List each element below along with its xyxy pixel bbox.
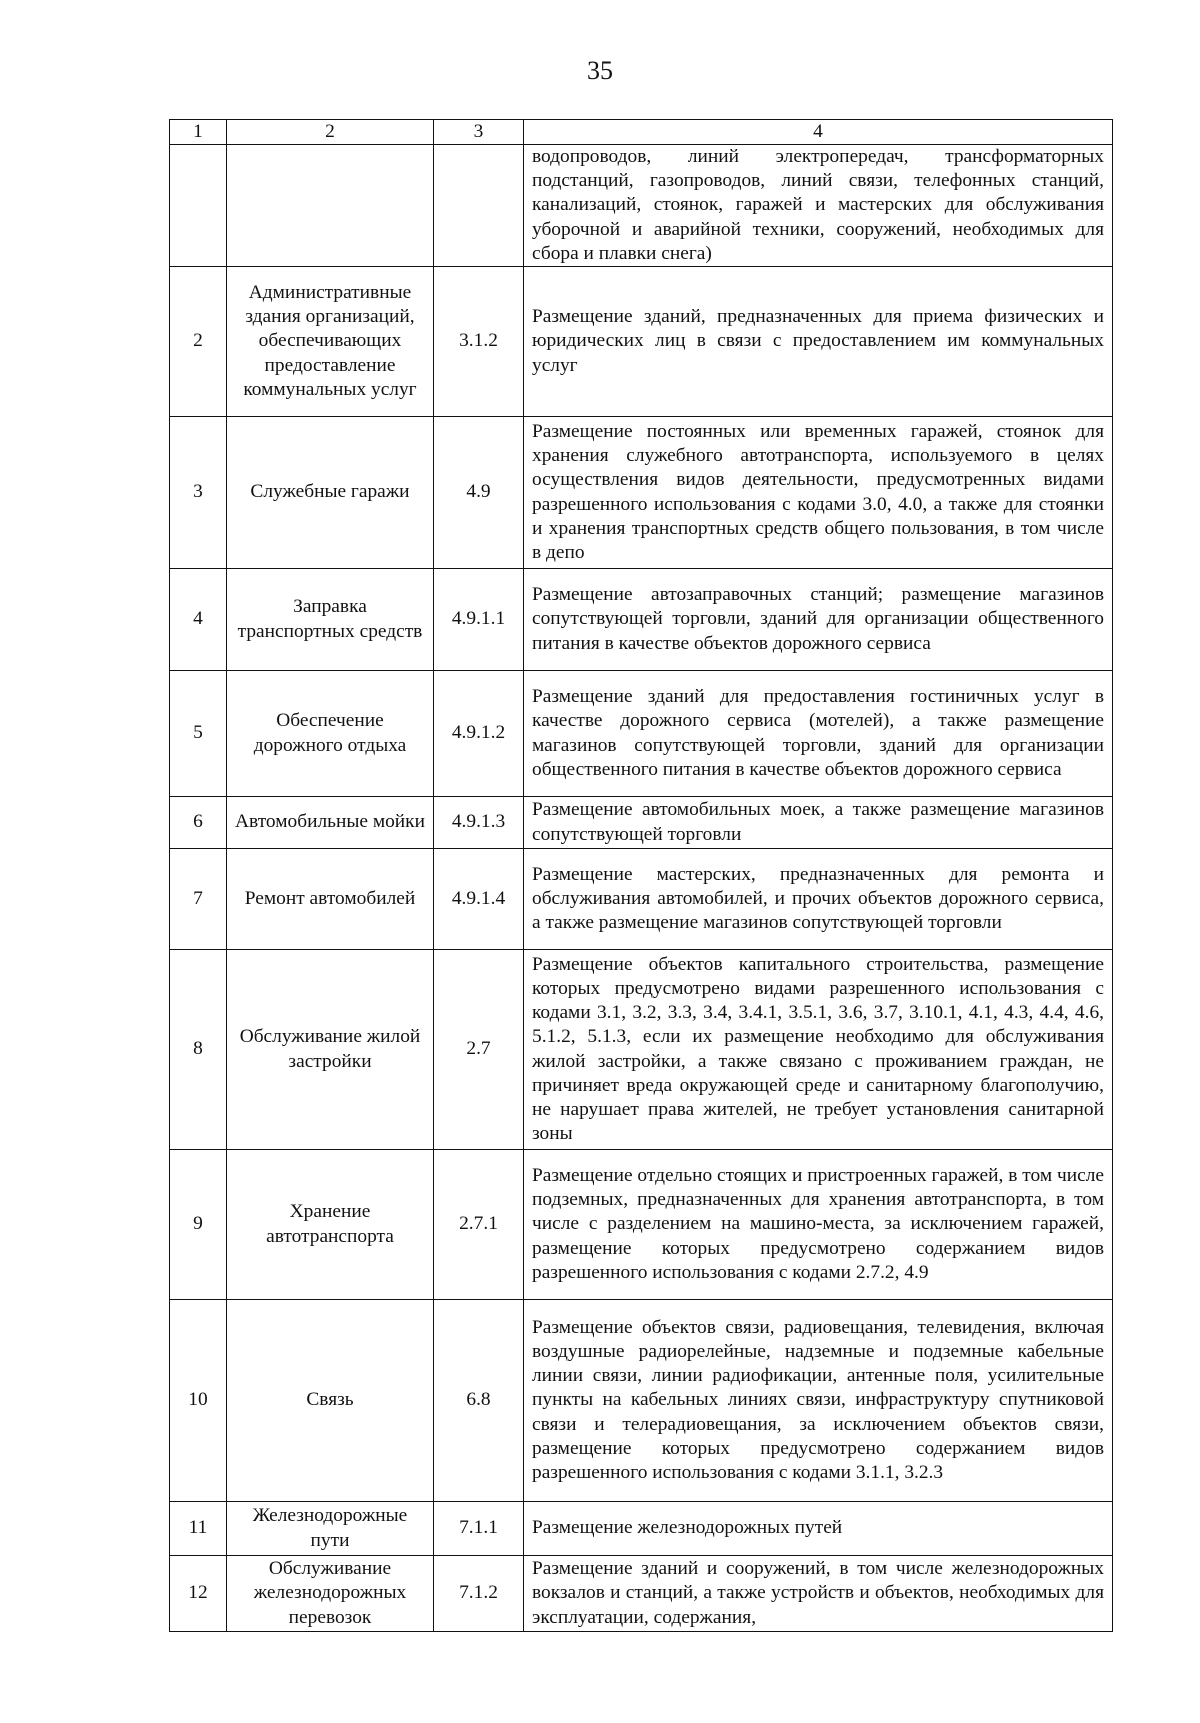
table-row: [170, 849, 1113, 950]
use-code: 7.1.1: [434, 1502, 524, 1556]
use-name: Хранение автотранспорта: [227, 1150, 434, 1300]
header-col-4: 4: [524, 120, 1113, 145]
use-name: Заправка транспортных средств: [227, 569, 434, 671]
row-number: 6: [170, 797, 227, 849]
header-col-3: 3: [434, 120, 524, 145]
use-description: Размещение зданий, предназначенных для приема физических и юридических лиц в связи с предоставлением им коммунальных услуг: [524, 267, 1113, 417]
use-description: Размещение объектов капитального строительства, размещение которых предусмотрено видами разрешенного использования с кодами 3.1, 3.2, 3.3, 3.4, 3.4.1, 3.5.1, 3.6, 3.7, 3.10.1, 4.1, 4.3, 4.4, 4.6, 5.1.2, 5.1.3, если их размещение необходимо для обслуживания жилой застройки, а также связано с проживанием граждан, не причиняет вреда окружающей среде и санитарному благополучию, не нарушает права жителей, не требует установления санитарной зоны: [524, 950, 1113, 1150]
table-row: [170, 671, 1113, 797]
table-row: [170, 950, 1113, 1150]
row-number: 8: [170, 950, 227, 1150]
table-row: [170, 1502, 1113, 1556]
table-header-row: [170, 120, 1113, 145]
table-row: [170, 797, 1113, 849]
use-name: Связь: [227, 1300, 434, 1502]
land-use-table: [169, 119, 1113, 1632]
use-description: Размещение мастерских, предназначенных для ремонта и обслуживания автомобилей, и прочих объектов дорожного сервиса, а также размещение магазинов сопутствующей торговли: [524, 849, 1113, 950]
table-row: [170, 267, 1113, 417]
row-number: 5: [170, 671, 227, 797]
use-name: Автомобильные мойки: [227, 797, 434, 849]
table-row: [170, 417, 1113, 569]
use-name: Ремонт автомобилей: [227, 849, 434, 950]
page-number: 35: [587, 56, 613, 85]
use-code: 4.9.1.3: [434, 797, 524, 849]
use-name: Обслуживание жилой застройки: [227, 950, 434, 1150]
use-code: 4.9.1.1: [434, 569, 524, 671]
use-description: Размещение автомобильных моек, а также размещение магазинов сопутствующей торговли: [524, 797, 1113, 849]
use-name: [227, 145, 434, 267]
table-row: [170, 1556, 1113, 1632]
header-col-1: 1: [170, 120, 227, 145]
use-name: Обслуживание железнодорожных перевозок: [227, 1556, 434, 1632]
use-description: Размещение зданий и сооружений, в том числе железнодорожных вокзалов и станций, а также устройств и объектов, необходимых для эксплуатации, содержания,: [524, 1556, 1113, 1632]
row-number: 4: [170, 569, 227, 671]
use-code: 6.8: [434, 1300, 524, 1502]
use-code: 4.9.1.2: [434, 671, 524, 797]
row-number: 9: [170, 1150, 227, 1300]
use-description: Размещение автозаправочных станций; размещение магазинов сопутствующей торговли, зданий для организации общественного питания в качестве объектов дорожного сервиса: [524, 569, 1113, 671]
row-number: 7: [170, 849, 227, 950]
row-number: [170, 145, 227, 267]
table-row: [170, 1300, 1113, 1502]
table-row: [170, 1150, 1113, 1300]
use-name: Служебные гаражи: [227, 417, 434, 569]
use-code: 7.1.2: [434, 1556, 524, 1632]
row-number: 3: [170, 417, 227, 569]
use-name: Обеспечение дорожного отдыха: [227, 671, 434, 797]
table-row: [170, 145, 1113, 267]
use-code: 2.7: [434, 950, 524, 1150]
use-name: Административные здания организаций, обеспечивающих предоставление коммунальных услуг: [227, 267, 434, 417]
use-description: Размещение отдельно стоящих и пристроенных гаражей, в том числе подземных, предназначенных для хранения автотранспорта, в том числе с разделением на машино-места, за исключением гаражей, размещение которых предусмотрено содержанием видов разрешенного использования с кодами 2.7.2, 4.9: [524, 1150, 1113, 1300]
use-code: 4.9: [434, 417, 524, 569]
use-name: Железнодорожные пути: [227, 1502, 434, 1556]
use-code: 3.1.2: [434, 267, 524, 417]
header-col-2: 2: [227, 120, 434, 145]
use-code: [434, 145, 524, 267]
row-number: 2: [170, 267, 227, 417]
row-number: 11: [170, 1502, 227, 1556]
use-description: Размещение зданий для предоставления гостиничных услуг в качестве дорожного сервиса (мотелей), а также размещение магазинов сопутствующей торговли, зданий для организации общественного питания в качестве объектов дорожного сервиса: [524, 671, 1113, 797]
row-number: 10: [170, 1300, 227, 1502]
use-code: 2.7.1: [434, 1150, 524, 1300]
use-description: Размещение железнодорожных путей: [524, 1502, 1113, 1556]
use-description: водопроводов, линий электропередач, трансформаторных подстанций, газопроводов, линий связи, телефонных станций, канализаций, стоянок, гаражей и мастерских для обслуживания уборочной и аварийной техники, сооружений, необходимых для сбора и плавки снега): [524, 145, 1113, 267]
table-row: [170, 569, 1113, 671]
row-number: 12: [170, 1556, 227, 1632]
use-description: Размещение объектов связи, радиовещания, телевидения, включая воздушные радиорелейные, надземные и подземные кабельные линии связи, линии радиофикации, антенные поля, усилительные пункты на кабельных линиях связи, инфраструктуру спутниковой связи и телерадиовещания, за исключением объектов связи, размещение которых предусмотрено содержанием видов разрешенного использования с кодами 3.1.1, 3.2.3: [524, 1300, 1113, 1502]
use-code: 4.9.1.4: [434, 849, 524, 950]
use-description: Размещение постоянных или временных гаражей, стоянок для хранения служебного автотранспорта, используемого в целях осуществления видов деятельности, предусмотренных видами разрешенного использования с кодами 3.0, 4.0, а также для стоянки и хранения транспортных средств общего пользования, в том числе в депо: [524, 417, 1113, 569]
